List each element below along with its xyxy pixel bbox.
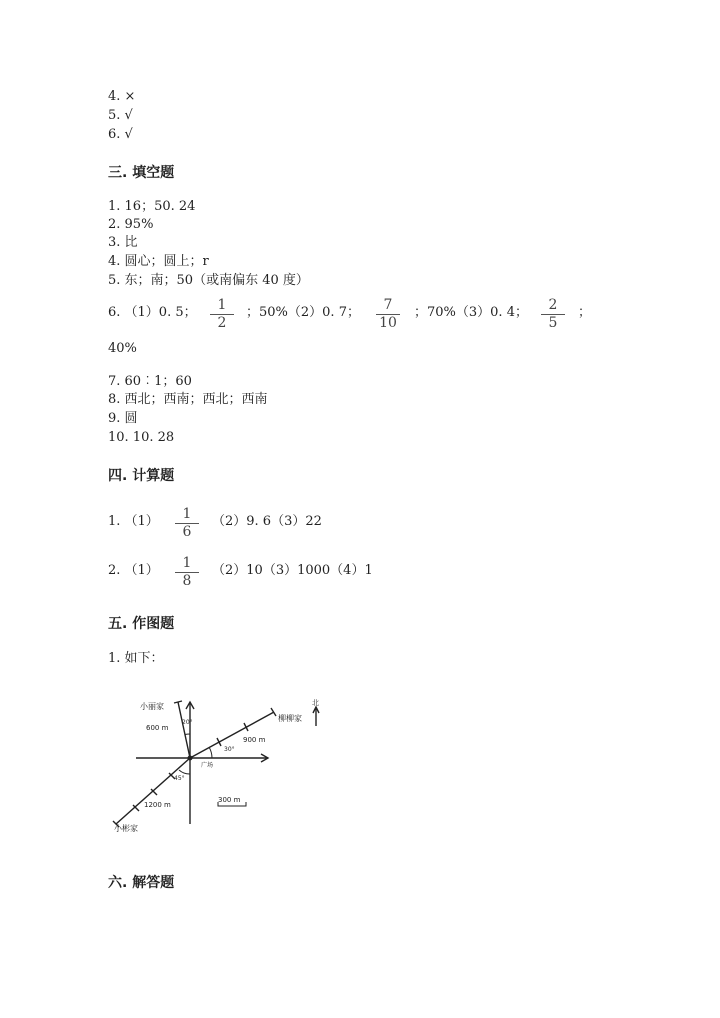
section-heading: 三. 填空题 bbox=[108, 165, 175, 181]
answer-line: 2. 95% bbox=[108, 217, 154, 232]
label-scale: 300 m bbox=[218, 796, 241, 804]
angle-arc bbox=[179, 770, 190, 774]
angle-arc bbox=[185, 734, 190, 735]
path-end-mark bbox=[271, 708, 276, 716]
answer-line: 6. √ bbox=[108, 127, 133, 142]
answer-line: 5. √ bbox=[108, 108, 133, 123]
label-angle-30: 30° bbox=[224, 746, 235, 753]
fraction-numerator: 1 bbox=[217, 297, 227, 313]
answer-line: 4. 圆心；圆上；r bbox=[108, 254, 209, 269]
answer-line: 5. 东；南；50（或南偏东 40 度） bbox=[108, 273, 309, 288]
fraction bbox=[175, 507, 199, 540]
section-heading: 六. 解答题 bbox=[108, 875, 175, 891]
fraction-denominator: 5 bbox=[548, 315, 558, 331]
fraction-numerator: 1 bbox=[182, 555, 192, 571]
label-square: 广场 bbox=[201, 762, 214, 769]
fraction-denominator: 8 bbox=[182, 573, 192, 589]
answer-segment: （2）10（3）1000（4）1 bbox=[212, 563, 373, 578]
square-point bbox=[188, 756, 193, 761]
label-angle-45: 45° bbox=[174, 775, 185, 782]
path-xiaoli bbox=[178, 702, 190, 758]
label-xiaobiao-home: 小彬家 bbox=[114, 824, 138, 833]
fraction bbox=[376, 298, 400, 331]
answer-segment: ；70%（3）0. 4； bbox=[414, 305, 528, 320]
fraction-denominator: 2 bbox=[217, 315, 227, 331]
fraction-numerator: 2 bbox=[548, 297, 558, 313]
label-liuliu-home: 柳柳家 bbox=[278, 714, 302, 723]
label-north: 北 bbox=[312, 699, 319, 707]
answer-line: 3. 比 bbox=[108, 235, 138, 250]
label-distance-900: 900 m bbox=[243, 736, 266, 744]
fraction-denominator: 10 bbox=[379, 315, 397, 331]
fraction-denominator: 6 bbox=[182, 524, 192, 540]
label-angle-20: 20° bbox=[182, 719, 193, 726]
answer-segment: （2）9. 6（3）22 bbox=[212, 514, 322, 529]
direction-diagram bbox=[108, 694, 348, 844]
answer-line: 40% bbox=[108, 341, 137, 356]
answer-line: 7. 60︰1；60 bbox=[108, 374, 192, 389]
fraction bbox=[210, 298, 234, 331]
label-xiaoli-home: 小丽家 bbox=[140, 702, 164, 711]
angle-arc bbox=[209, 747, 212, 758]
fraction bbox=[175, 556, 199, 589]
answer-line: 1. 16；50. 24 bbox=[108, 199, 196, 214]
answer-segment: 6. （1）0. 5； bbox=[108, 305, 197, 320]
answer-line: 9. 圆 bbox=[108, 411, 138, 426]
answer-line: 4. × bbox=[108, 89, 136, 104]
label-distance-600: 600 m bbox=[146, 724, 169, 732]
path-end-mark bbox=[174, 701, 182, 703]
label-distance-1200: 1200 m bbox=[144, 801, 171, 809]
answer-segment: ； bbox=[578, 305, 592, 320]
answer-line: 8. 西北；西南；西北；西南 bbox=[108, 392, 268, 407]
fraction-numerator: 1 bbox=[182, 506, 192, 522]
answer-line: 1. 如下： bbox=[108, 651, 164, 666]
fraction-numerator: 7 bbox=[383, 297, 393, 313]
answer-segment: 2. （1） bbox=[108, 563, 159, 578]
fraction bbox=[541, 298, 565, 331]
answer-segment: ；50%（2）0. 7； bbox=[246, 305, 360, 320]
answer-segment: 1. （1） bbox=[108, 514, 159, 529]
section-heading: 四. 计算题 bbox=[108, 468, 175, 484]
answer-line: 10. 10. 28 bbox=[108, 430, 175, 445]
section-heading: 五. 作图题 bbox=[108, 616, 175, 632]
